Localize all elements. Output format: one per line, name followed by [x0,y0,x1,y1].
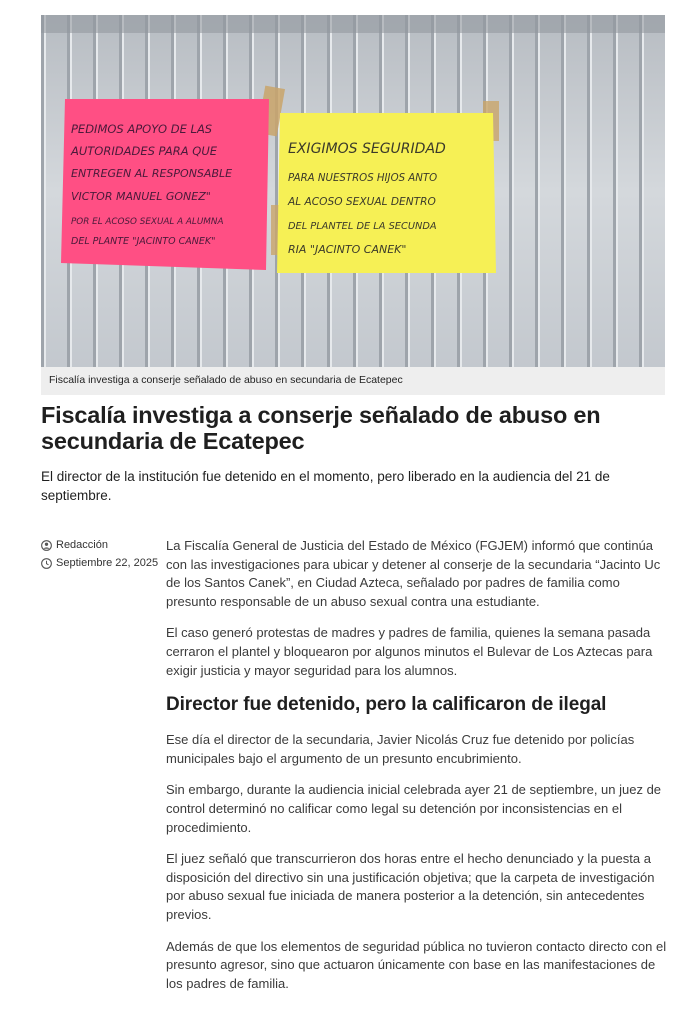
yellow-sign-line: PARA NUESTROS HIJOS ANTO [288,173,438,184]
paragraph: El juez señaló que transcurrieron dos horas entre el hecho denunciado y la puesta a disposición del directivo sin una justificación objetiva; que la carpeta de investigación por abuso sexual fue iniciada de manera posterior a la detención, sin antecedentes previos. [166,851,655,922]
protest-signs-photo [41,15,665,367]
article-subtitle: El director de la institución fue detenido en el momento, pero liberado en la audiencia del 21 de septiembre. [41,469,610,503]
article-title: Fiscalía investiga a conserje señalado de abuso en secundaria de Ecatepec [41,402,601,454]
paragraph: La Fiscalía General de Justicia del Estado de México (FGJEM) informó que continúa con las investigaciones para ubicar y detener al conserje de la secundaria “Jacinto Uc de los Santos Canek”, en Ciudad Azteca, señalado por padres de familia como presunto responsable de un abuso sexual contra una estudiante. [166,538,661,609]
pink-sign-line: POR EL ACOSO SEXUAL A ALUMNA [71,217,224,227]
author-row[interactable] [41,536,166,554]
paragraph: Ese día el director de la secundaria, Javier Nicolás Cruz fue detenido por policías municipales bajo el argumento de un presunto encubrimiento. [166,732,635,766]
yellow-sign-line: EXIGIMOS SEGURIDAD [288,141,446,157]
article-meta [41,536,166,572]
pink-sign-line: AUTORIDADES PARA QUE [71,144,218,158]
publish-date: Septiembre 22, 2025 [56,557,159,569]
yellow-sign-line: AL ACOSO SEXUAL DENTRO [288,196,436,208]
user-circle-icon [41,540,52,551]
pink-sign-line: DEL PLANTE "JACINTO CANEK" [71,236,216,247]
author-name: Redacción [56,539,108,551]
yellow-sign-line: RIA "JACINTO CANEK" [288,243,407,256]
pink-sign-line: ENTREGEN AL RESPONSABLE [71,167,233,180]
date-row [41,554,166,572]
section-heading: Director fue detenido, pero la calificaron de ilegal [166,694,607,716]
yellow-sign-line: DEL PLANTEL DE LA SECUNDA [288,221,437,232]
paragraph: El caso generó protestas de madres y padres de familia, quienes la semana pasada cerraron el plantel y bloquearon por algunos minutos el Bulevar de Los Aztecas para exigir justicia y mayor seguridad para los alumnos. [166,625,653,678]
paragraph: Sin embargo, durante la audiencia inicial celebrada ayer 21 de septiembre, un juez de control determinó no calificar como legal su detención por inconsistencias en el procedimiento. [166,782,662,835]
pink-sign-line: VICTOR MANUEL GONEZ" [71,190,211,203]
clock-icon [41,558,52,569]
pink-sign-line: PEDIMOS APOYO DE LAS [71,122,213,136]
article-body [166,537,671,1006]
hero-photo [41,15,665,367]
photo-caption: Fiscalía investiga a conserje señalado de abuso en secundaria de Ecatepec [41,367,665,395]
paragraph: Además de que los elementos de seguridad pública no tuvieron contacto directo con el presunto agresor, sino que actuaron únicamente con base en las manifestaciones de los padres de familia. [166,938,667,991]
